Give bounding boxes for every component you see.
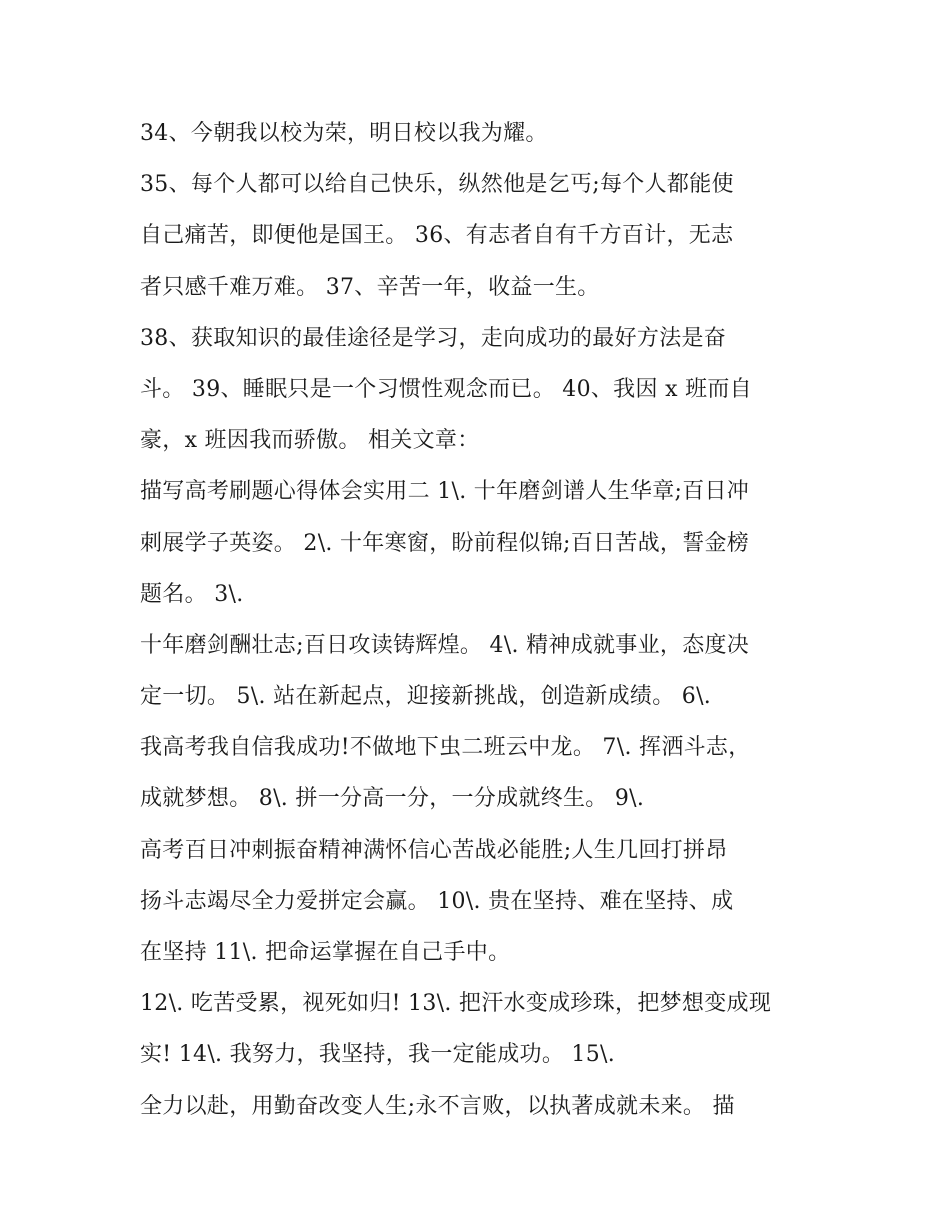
text-line: 成就梦想。 8\. 拼一分高一分，一分成就终生。 9\. xyxy=(140,786,645,812)
text-line: 豪，x 班因我而骄傲。 相关文章： xyxy=(140,428,480,454)
text-line: 描写高考刷题心得体会实用二 1\. 十年磨剑谱人生华章;百日冲 xyxy=(140,479,750,505)
text-line: 35、每个人都可以给自己快乐，纵然他是乞丐;每个人都能使 xyxy=(140,172,734,198)
text-line: 十年磨剑酬壮志;百日攻读铸辉煌。 4\. 精神成就事业，态度决 xyxy=(140,632,750,658)
text-line: 38、获取知识的最佳途径是学习，走向成功的最好方法是奋 xyxy=(140,325,727,351)
text-line: 自己痛苦，即便他是国王。 36、有志者自有千方百计，无志 xyxy=(140,223,734,249)
text-line: 实! 14\. 我努力，我坚持，我一定能成功。 15\. xyxy=(140,1042,616,1068)
text-line: 12\. 吃苦受累，视死如归! 13\. 把汗水变成珍珠，把梦想变成现 xyxy=(140,991,772,1017)
text-line: 我高考我自信我成功!不做地下虫二班云中龙。 7\. 挥洒斗志， xyxy=(140,735,751,761)
text-line: 定一切。 5\. 站在新起点，迎接新挑战，创造新成绩。 6\. xyxy=(140,684,712,710)
text-line: 刺展学子英姿。 2\. 十年寒窗，盼前程似锦;百日苦战，誓金榜 xyxy=(140,530,750,556)
document-body xyxy=(140,108,820,1132)
text-line: 者只感千难万难。 37、辛苦一年，收益一生。 xyxy=(140,274,600,300)
text-line: 34、今朝我以校为荣，明日校以我为耀。 xyxy=(140,121,548,146)
text-line: 斗。 39、睡眠只是一个习惯性观念而已。 40、我因 x 班而自 xyxy=(140,376,752,402)
text-line: 扬斗志竭尽全力爱拼定会赢。 10\. 贵在坚持、难在坚持、成 xyxy=(140,888,734,914)
text-line: 在坚持 11\. 把命运掌握在自己手中。 xyxy=(140,940,511,965)
text-line: 全力以赴，用勤奋改变人生;永不言败，以执著成就未来。 描 xyxy=(140,1093,735,1119)
text-line: 高考百日冲刺振奋精神满怀信心苦战必能胜;人生几回打拼昂 xyxy=(140,837,728,863)
text-line: 题名。 3\. xyxy=(140,581,244,607)
